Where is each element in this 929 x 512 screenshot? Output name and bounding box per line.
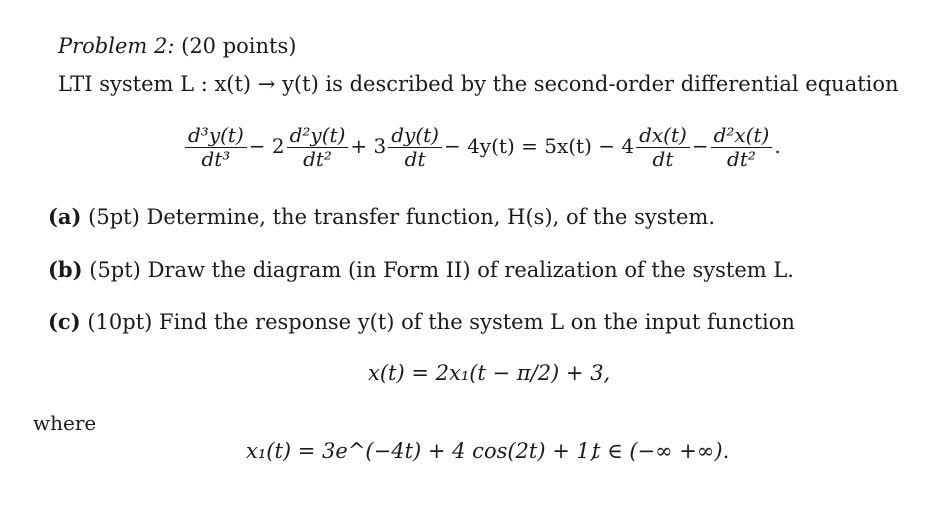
part-a [48, 206, 715, 228]
problem-header [58, 36, 296, 57]
problem-label: Problem 2: [58, 34, 175, 58]
term-first-derivative-y: $\frac{dy(t)}{dt}$ [388, 124, 442, 171]
part-b-label: (b) [48, 257, 83, 282]
input-function-equation: x(t) = 2x₁(t − π/2) + 3, [368, 361, 611, 385]
part-c [48, 311, 795, 333]
part-b-points: (5pt) [89, 258, 141, 282]
part-c-text: Find the response y(t) of the system L on the input function [159, 310, 795, 334]
problem-intro: LTI system L : x(t) → y(t) is described by the second-order differential equation [58, 72, 899, 96]
part-c-label: (c) [48, 309, 81, 334]
part-c-points: (10pt) [87, 310, 153, 334]
part-b [48, 259, 794, 281]
part-a-points: (5pt) [88, 205, 140, 229]
term-second-derivative-y: $\frac{\text{d²y(t)}}{\text{dt²}}$ [287, 124, 349, 171]
where-label: where [33, 411, 97, 435]
term-first-derivative-x: $\frac{dx(t)}{dt}$ [636, 124, 690, 171]
term-third-derivative-y: $\frac{\text{d³y(t)}}{\text{dt³}}$ [185, 124, 247, 171]
part-b-text: Draw the diagram (in Form II) of realization of the system L. [147, 258, 794, 282]
x1-definition: x₁(t) = 3e^(−4t) + 4 cos(2t) + 1, [246, 439, 597, 463]
time-domain: t ∈ (−∞ +∞). [592, 439, 730, 463]
differential-equation: $\frac{\text{d³y(t)}}{\text{dt³}}$ − 2 $\frac{\text{d²y(t)}}{\text{dt²}}$ + 3 $\frac{dy(t)}{dt}$ − 4y(t) = 5x(t) − 4 $\frac{dx(t)}{dt}$ − $\frac{\text{d²x(t)}}{\text{dt²}}$ . [183, 124, 781, 171]
part-a-text: Determine, the transfer function, H(s), of the system. [146, 205, 715, 229]
part-a-label: (a) [48, 204, 82, 229]
term-second-derivative-x: $\frac{\text{d²x(t)}}{\text{dt²}}$ [711, 124, 773, 171]
problem-points: (20 points) [181, 34, 297, 58]
